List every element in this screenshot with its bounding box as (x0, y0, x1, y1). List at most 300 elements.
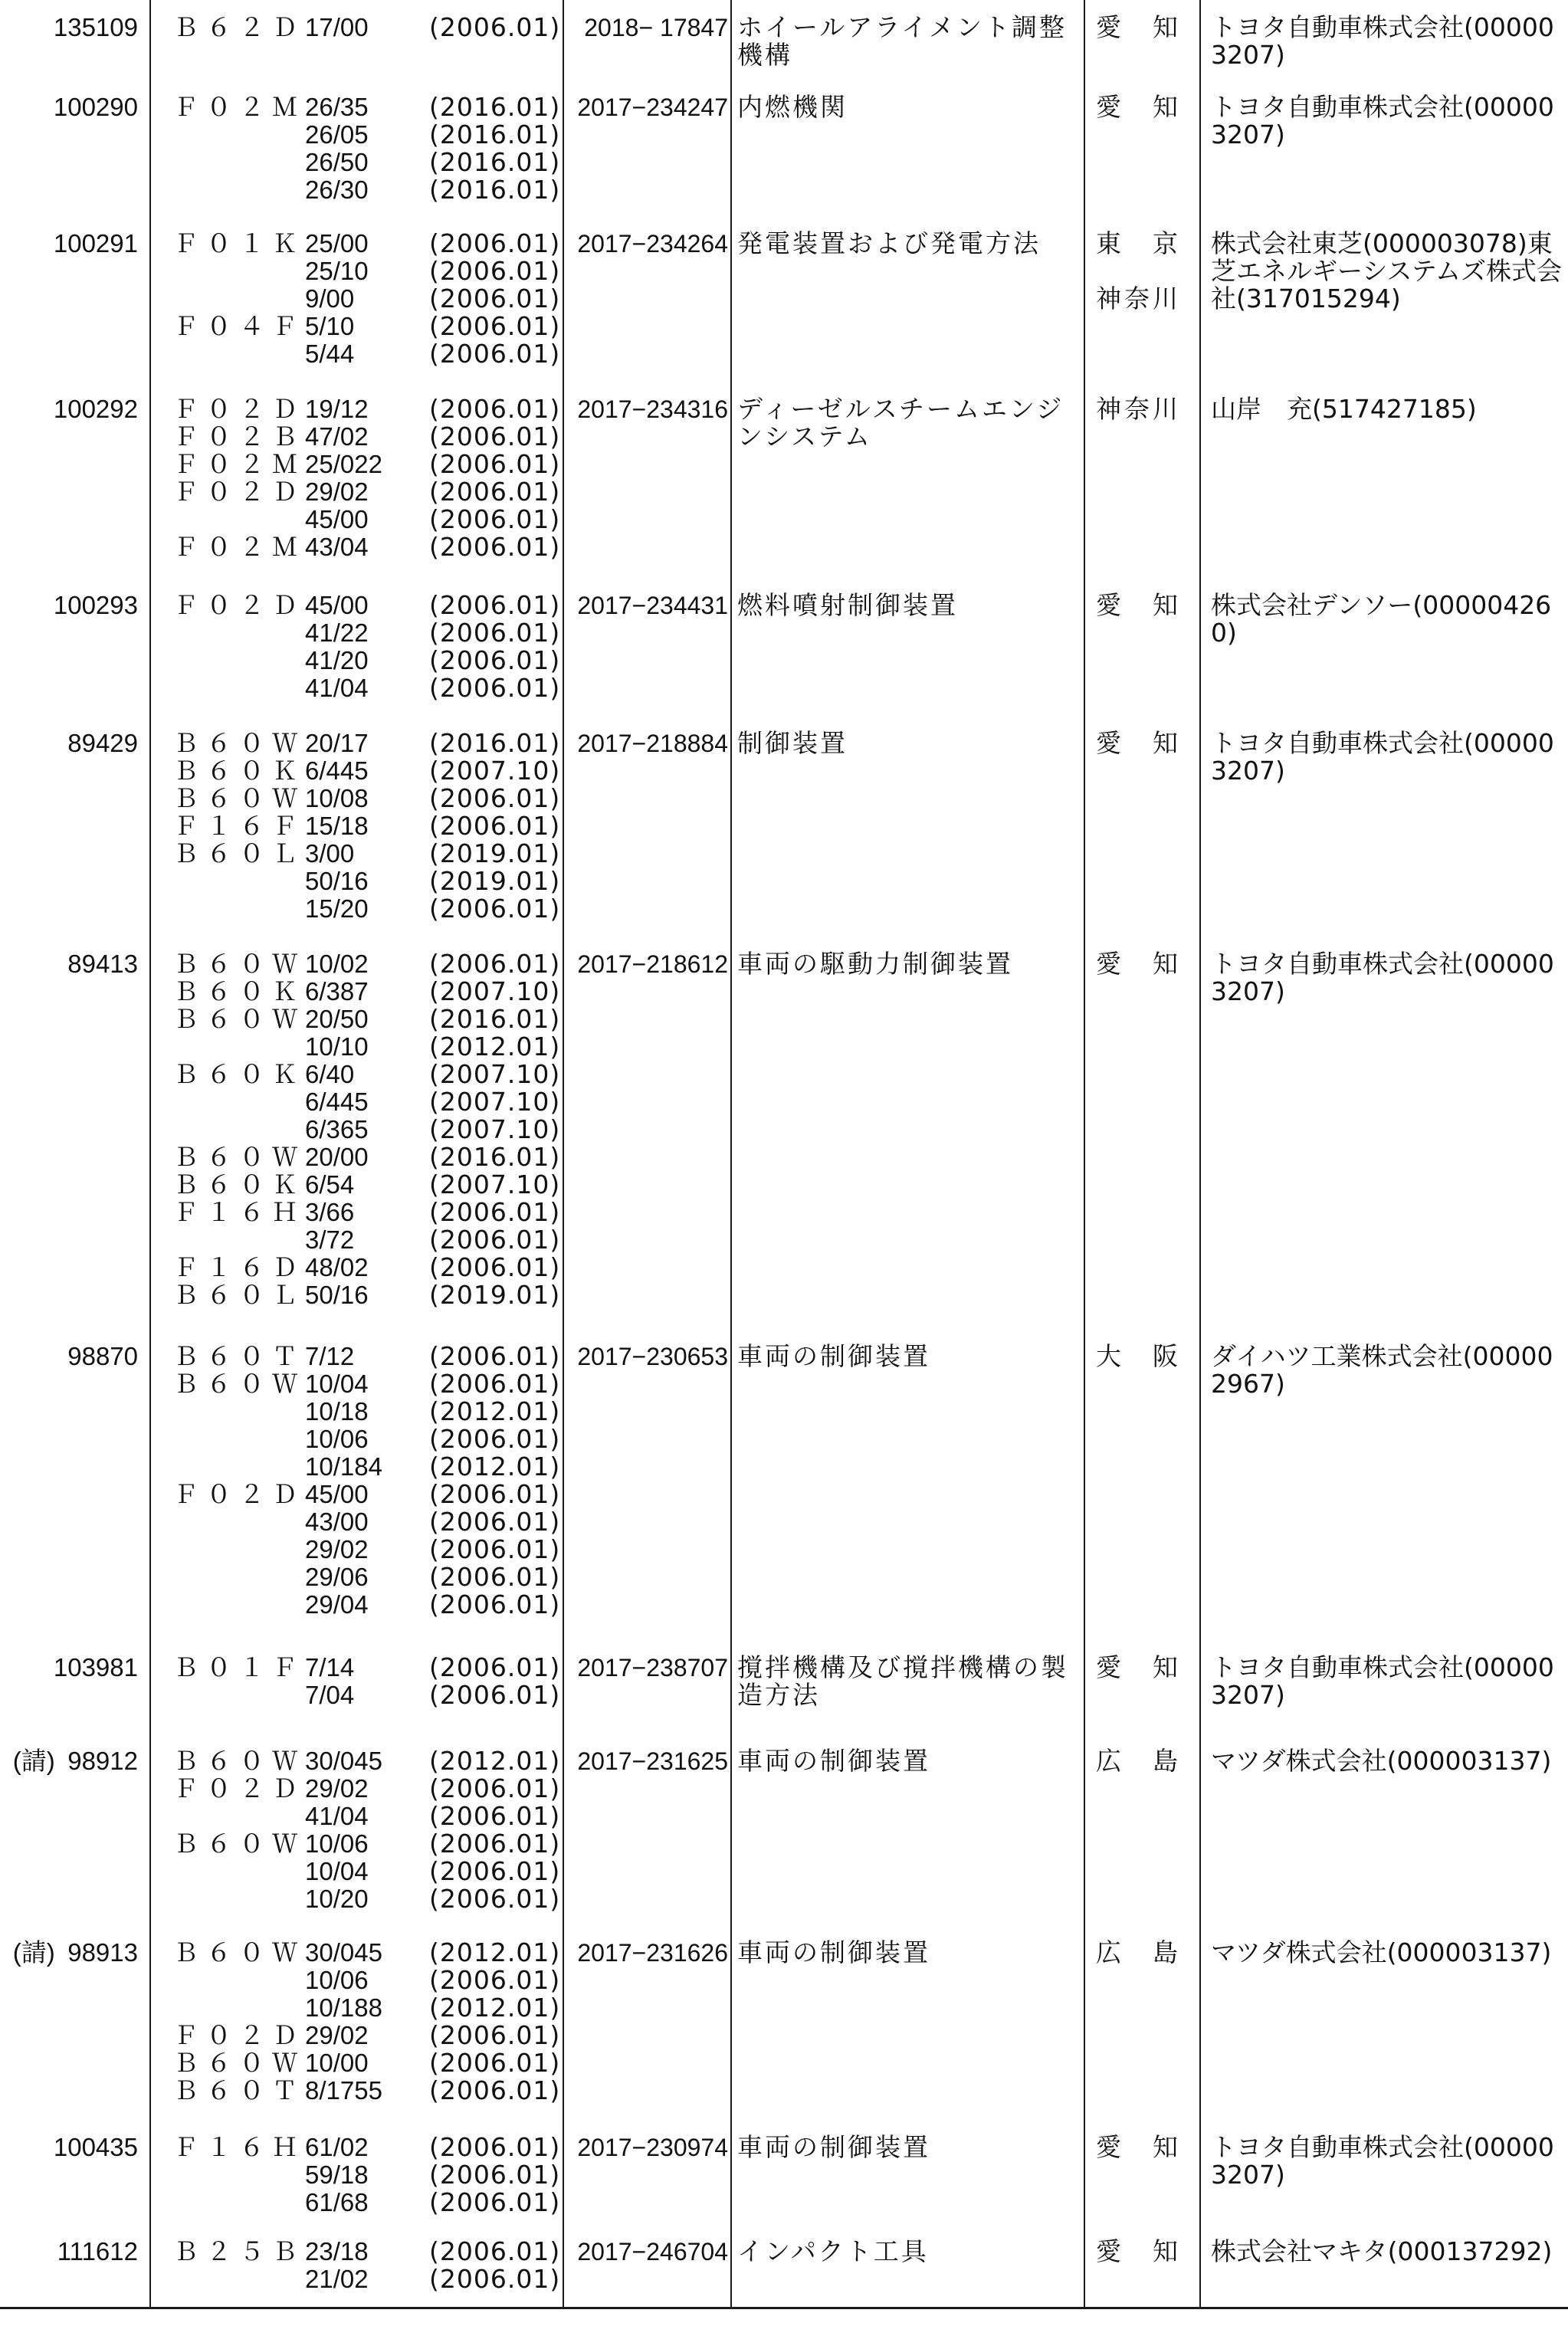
ipc-version-list (429, 1341, 561, 1619)
ipc-version: (2006.01) (429, 811, 561, 841)
applicant: トヨタ自動車株式会社(000003207) (1211, 1652, 1554, 1710)
ipc-class: Ｂ６０Ｋ (173, 976, 305, 1006)
bottom-rule (0, 2307, 1568, 2309)
ipc-version-list (429, 12, 561, 42)
ipc-class: Ｂ６０Ｗ (173, 1142, 305, 1172)
ipc-class (173, 176, 288, 204)
ipc-version: (2006.01) (429, 2264, 561, 2294)
ipc-version: (2006.01) (429, 618, 561, 648)
ipc-group: 10/20 (305, 1885, 369, 1913)
publication-number: 100290 (53, 93, 138, 121)
ipc-group: 41/04 (305, 674, 369, 702)
ipc-version: (2016.01) (429, 728, 561, 758)
ipc-group: 6/445 (305, 1088, 369, 1116)
ipc-class: Ｂ６０Ｋ (173, 1170, 305, 1199)
prefecture: 愛 知 (1096, 728, 1181, 758)
ipc-class: Ｆ０２Ｄ (173, 590, 305, 620)
ipc-class: Ｆ０４Ｆ (173, 311, 305, 341)
ipc-version: (2012.01) (429, 1032, 561, 1061)
ipc-group: 41/20 (305, 646, 369, 674)
prefecture (1096, 258, 1188, 285)
ipc-class: Ｂ６０Ｗ (173, 949, 305, 979)
ipc-group: 10/06 (305, 1829, 369, 1858)
application-number: 2017−246704 (577, 2238, 728, 2265)
ipc-group-list (305, 395, 389, 561)
ipc-version-list (429, 1937, 561, 2105)
ipc-class: Ｆ０２Ｍ (173, 449, 305, 479)
ipc-version: (2006.01) (429, 284, 561, 313)
ipc-class (173, 1453, 288, 1481)
ipc-group: 41/04 (305, 1802, 369, 1830)
ipc-version: (2006.01) (429, 1965, 561, 1995)
applicant: マツダ株式会社(000003137) (1211, 1746, 1552, 1776)
column-divider (1199, 0, 1201, 2308)
ipc-version: (2012.01) (429, 1396, 561, 1426)
invention-title: 車両の制御装置 (737, 2132, 930, 2162)
ipc-group-list (305, 1343, 389, 1619)
ipc-version: (2006.01) (429, 256, 561, 286)
ipc-group: 48/02 (305, 1253, 369, 1281)
ipc-class (173, 647, 288, 674)
ipc-group: 10/10 (305, 1032, 369, 1061)
ipc-version: (2006.01) (429, 1507, 561, 1537)
ipc-version: (2006.01) (429, 783, 561, 813)
application-number: 2017−230974 (577, 2134, 728, 2161)
ipc-group: 26/50 (305, 148, 369, 176)
ipc-class: Ｂ６０Ｗ (173, 1937, 305, 1967)
ipc-version-list (429, 228, 561, 369)
ipc-version: (2007.10) (429, 1087, 561, 1117)
ipc-group-list (305, 1939, 389, 2105)
ipc-group: 6/40 (305, 1060, 355, 1088)
ipc-version: (2019.01) (429, 1280, 561, 1310)
prefecture-list (1096, 2134, 1188, 2161)
ipc-group: 5/44 (305, 340, 355, 368)
ipc-group: 6/387 (305, 977, 369, 1006)
prefecture: 東 京 (1096, 228, 1181, 258)
ipc-version-list (429, 728, 561, 924)
ipc-group: 20/00 (305, 1143, 369, 1171)
ipc-group: 23/18 (305, 2237, 369, 2265)
ipc-group-list (305, 2134, 389, 2216)
ipc-group-list (305, 1747, 389, 1913)
ipc-group: 47/02 (305, 422, 369, 451)
ipc-version-list (429, 1746, 561, 1914)
ipc-version-list (429, 394, 561, 562)
prefecture-list (1096, 230, 1188, 313)
ipc-group: 59/18 (305, 2160, 369, 2189)
ipc-class (173, 895, 288, 923)
application-number: 2018− 17847 (584, 14, 728, 41)
ipc-group: 29/02 (305, 2021, 369, 2049)
ipc-class (173, 506, 288, 533)
ipc-version: (2006.01) (429, 673, 561, 703)
publication-number: 100435 (53, 2133, 138, 2161)
ipc-class: Ｂ６０Ｗ (173, 728, 305, 758)
prefecture: 神奈川 (1096, 284, 1181, 313)
ipc-class: Ｆ０２Ｄ (173, 394, 305, 424)
prefecture-list (1096, 94, 1188, 121)
ipc-version: (2006.01) (429, 1534, 561, 1564)
ipc-group: 10/04 (305, 1857, 369, 1885)
invention-title: 制御装置 (737, 728, 848, 758)
ipc-version: (2006.01) (429, 1341, 561, 1371)
ipc-version: (2006.01) (429, 1801, 561, 1831)
ipc-group: 15/18 (305, 812, 369, 840)
application-number: 2017−234264 (577, 230, 728, 258)
ipc-version: (2016.01) (429, 120, 561, 149)
ipc-class-list (173, 1341, 305, 1619)
column-divider (563, 0, 564, 2308)
ipc-group: 43/00 (305, 1508, 369, 1536)
ipc-class (173, 258, 288, 285)
ipc-group: 19/12 (305, 395, 369, 423)
application-number: 2017−238707 (577, 1654, 728, 1681)
ipc-version: (2007.10) (429, 976, 561, 1006)
ipc-group-list (305, 730, 389, 923)
ipc-version: (2007.10) (429, 1114, 561, 1144)
ipc-version: (2006.01) (429, 1225, 561, 1255)
ipc-class (173, 619, 288, 647)
ipc-version: (2006.01) (429, 1369, 561, 1399)
ipc-class (173, 1803, 288, 1830)
ipc-group: 10/06 (305, 1425, 369, 1453)
ipc-group: 7/14 (305, 1653, 355, 1681)
ipc-class-list (173, 394, 305, 562)
ipc-group: 26/05 (305, 120, 369, 149)
ipc-version: (2016.01) (429, 1142, 561, 1172)
ipc-group: 30/045 (305, 1938, 382, 1967)
ipc-version: (2006.01) (429, 645, 561, 675)
ipc-version-list (429, 2132, 561, 2217)
publication-number: 100292 (53, 395, 138, 423)
column-divider (730, 0, 732, 2308)
application-number: 2017−234431 (577, 592, 728, 619)
application-number: 2017−218884 (577, 730, 728, 757)
publication-number: 89413 (67, 950, 138, 978)
applicant: 株式会社東芝(000003078)東芝エネルギーシステムズ株式会社(317015294) (1211, 228, 1563, 313)
ipc-class: Ｆ０２Ｄ (173, 1773, 305, 1803)
application-number: 2017−234247 (577, 94, 728, 121)
ipc-group: 50/16 (305, 867, 369, 895)
publication-number: 103981 (53, 1653, 138, 1681)
ipc-version: (2006.01) (429, 12, 561, 42)
ipc-class: Ｆ０２Ｄ (173, 1479, 305, 1509)
prefecture-list (1096, 2238, 1188, 2265)
prefecture-list (1096, 592, 1188, 619)
ipc-class-list (173, 228, 305, 368)
ipc-version: (2006.01) (429, 339, 561, 369)
ipc-group-list (305, 592, 389, 702)
ipc-group: 3/66 (305, 1198, 355, 1226)
ipc-group: 61/68 (305, 2188, 369, 2216)
ipc-class: Ｆ１６Ｈ (173, 2132, 305, 2162)
ipc-class (173, 1116, 288, 1143)
ipc-group: 30/045 (305, 1747, 382, 1775)
ipc-class-list (173, 728, 305, 923)
prefecture: 広 島 (1096, 1937, 1181, 1967)
prefecture: 大 阪 (1096, 1341, 1181, 1371)
ipc-class-list (173, 1652, 305, 1709)
invention-title: ホイールアライメント調整機構 (737, 12, 1068, 70)
applicant: ダイハツ工業株式会社(000002967) (1211, 1341, 1553, 1399)
ipc-group: 29/02 (305, 1774, 369, 1803)
applicant: トヨタ自動車株式会社(000003207) (1211, 2132, 1554, 2190)
ipc-class: Ｆ０２Ｍ (173, 532, 305, 562)
ipc-group: 3/00 (305, 839, 355, 868)
ipc-group-list (305, 1654, 389, 1709)
application-number: 2017−231626 (577, 1939, 728, 1967)
invention-title: 車両の制御装置 (737, 1746, 930, 1776)
ipc-version: (2019.01) (429, 866, 561, 896)
ipc-group: 25/00 (305, 229, 369, 258)
prefecture: 愛 知 (1096, 12, 1181, 42)
ipc-group: 29/06 (305, 1563, 369, 1591)
ipc-class: Ｂ６０Ｔ (173, 1341, 305, 1371)
ipc-class: Ｆ１６Ｆ (173, 811, 305, 841)
ipc-class: Ｂ６０Ｔ (173, 2075, 305, 2105)
ipc-class: Ｆ０２Ｄ (173, 2020, 305, 2050)
ipc-class (173, 2161, 288, 2189)
ipc-group: 6/365 (305, 1115, 369, 1143)
ipc-version: (2006.01) (429, 449, 561, 479)
ipc-group: 45/00 (305, 505, 369, 533)
ipc-version: (2016.01) (429, 175, 561, 205)
ipc-version: (2006.01) (429, 1197, 561, 1227)
ipc-version: (2007.10) (429, 756, 561, 786)
prefecture-list (1096, 395, 1188, 423)
prefecture-list (1096, 14, 1188, 41)
ipc-group: 29/02 (305, 477, 369, 506)
ipc-version: (2019.01) (429, 838, 561, 868)
invention-title: 車両の制御装置 (737, 1341, 930, 1371)
ipc-group: 10/02 (305, 950, 369, 978)
ipc-group: 5/10 (305, 312, 355, 340)
ipc-group: 6/54 (305, 1170, 355, 1199)
ipc-class (173, 1088, 288, 1116)
ipc-version: (2006.01) (429, 2020, 561, 2050)
ipc-group-list (305, 950, 389, 1309)
ipc-version-list (429, 590, 561, 703)
ipc-class: Ｂ２５Ｂ (173, 2236, 305, 2266)
prefecture-list (1096, 950, 1188, 978)
ipc-group-list (305, 14, 389, 41)
ipc-class: Ｆ０２Ｍ (173, 92, 305, 122)
ipc-group: 20/50 (305, 1005, 369, 1033)
ipc-group: 7/12 (305, 1342, 355, 1370)
ipc-version: (2006.01) (429, 949, 561, 979)
ipc-class: Ｂ０１Ｆ (173, 1652, 305, 1682)
ipc-version-list (429, 92, 561, 205)
ipc-version: (2016.01) (429, 147, 561, 177)
application-number: 2017−230653 (577, 1343, 728, 1370)
ipc-version: (2006.01) (429, 228, 561, 258)
applicant: トヨタ自動車株式会社(000003207) (1211, 92, 1554, 149)
prefecture-list (1096, 1654, 1188, 1681)
invention-title: 発電装置および発電方法 (737, 228, 1041, 258)
ipc-class (173, 1858, 288, 1885)
ipc-version-list (429, 949, 561, 1310)
ipc-class-list (173, 2132, 305, 2216)
ipc-class (173, 1033, 288, 1061)
publication-number: 111612 (57, 2237, 138, 2265)
invention-title: ディーゼルスチームエンジンシステム (737, 394, 1064, 451)
prefecture: 愛 知 (1096, 1652, 1181, 1682)
ipc-group: 10/04 (305, 1370, 369, 1398)
ipc-group: 21/02 (305, 2265, 369, 2293)
ipc-version: (2012.01) (429, 1746, 561, 1776)
ipc-version-list (429, 1652, 561, 1710)
ipc-class (173, 868, 288, 895)
prefecture-list (1096, 1343, 1188, 1370)
application-number: 2017−218612 (577, 950, 728, 978)
ipc-group-list (305, 2238, 389, 2293)
ipc-group: 25/022 (305, 450, 382, 478)
ipc-class (173, 1398, 288, 1426)
publication-number: 89429 (67, 729, 138, 757)
ipc-version: (2006.01) (429, 394, 561, 424)
ipc-class (173, 674, 288, 702)
application-number: 2017−231625 (577, 1747, 728, 1775)
ipc-class (173, 121, 288, 149)
ipc-group: 20/17 (305, 729, 369, 757)
prefecture: 神奈川 (1096, 394, 1181, 424)
ipc-version: (2006.01) (429, 1856, 561, 1886)
ipc-group: 26/30 (305, 176, 369, 204)
prefecture: 愛 知 (1096, 590, 1181, 620)
invention-title: 内燃機関 (737, 92, 848, 122)
ipc-group: 10/184 (305, 1452, 382, 1481)
prefecture: 愛 知 (1096, 949, 1181, 979)
invention-title: 車両の駆動力制御装置 (737, 949, 1013, 979)
ipc-version: (2006.01) (429, 2075, 561, 2105)
applicant: トヨタ自動車株式会社(000003207) (1211, 949, 1554, 1006)
ipc-class: Ｂ６０Ｌ (173, 838, 305, 868)
ipc-group-list (305, 230, 389, 368)
ipc-class (173, 1536, 288, 1563)
ipc-class (173, 2189, 288, 2216)
ipc-version: (2006.01) (429, 2236, 561, 2266)
ipc-class: Ｆ０２Ｄ (173, 477, 305, 507)
ipc-version: (2006.01) (429, 590, 561, 620)
ipc-group: 29/04 (305, 1590, 369, 1619)
ipc-version: (2006.01) (429, 894, 561, 924)
ipc-class (173, 1226, 288, 1254)
invention-title: 撹拌機構及び撹拌機構の製造方法 (737, 1652, 1068, 1710)
ipc-group: 6/445 (305, 756, 369, 785)
ipc-version: (2006.01) (429, 1680, 561, 1710)
ipc-class (173, 1967, 288, 1994)
ipc-group: 25/10 (305, 257, 369, 285)
ipc-class: Ｂ６０Ｌ (173, 1280, 305, 1310)
ipc-version: (2016.01) (429, 92, 561, 122)
ipc-group: 29/02 (305, 1535, 369, 1563)
ipc-version: (2006.01) (429, 2132, 561, 2162)
ipc-class (173, 1994, 288, 2022)
prefecture: 広 島 (1096, 1746, 1181, 1776)
application-number: 2017−234316 (577, 395, 728, 423)
ipc-version: (2006.01) (429, 1652, 561, 1682)
ipc-version: (2012.01) (429, 1937, 561, 1967)
ipc-class (173, 1885, 288, 1913)
ipc-group: 43/04 (305, 533, 369, 561)
ipc-class (173, 285, 288, 313)
ipc-version: (2006.01) (429, 504, 561, 534)
prefecture: 愛 知 (1096, 2132, 1181, 2162)
publication-number: 100291 (53, 229, 138, 258)
ipc-group: 41/22 (305, 618, 369, 647)
ipc-group: 10/08 (305, 784, 369, 812)
ipc-version: (2006.01) (429, 2160, 561, 2190)
invention-title: インパクト工具 (737, 2236, 929, 2266)
ipc-version: (2006.01) (429, 477, 561, 507)
publication-number: 135109 (53, 13, 138, 41)
publication-number: 100293 (53, 591, 138, 619)
ipc-class: Ｆ０１Ｋ (173, 228, 305, 258)
ipc-version: (2012.01) (429, 1452, 561, 1481)
prefecture-list (1096, 1939, 1188, 1967)
ipc-group: 8/1755 (305, 2076, 382, 2105)
ipc-class: Ｂ６０Ｗ (173, 1829, 305, 1859)
ipc-class-list (173, 1746, 305, 1913)
ipc-class-list (173, 590, 305, 702)
ipc-group: 61/02 (305, 2133, 369, 2161)
ipc-group-list (305, 94, 389, 204)
ipc-group: 10/188 (305, 1993, 382, 2022)
prefecture: 愛 知 (1096, 92, 1181, 122)
ipc-class: Ｆ１６Ｈ (173, 1197, 305, 1227)
ipc-group: 45/00 (305, 591, 369, 619)
ipc-version: (2007.10) (429, 1059, 561, 1089)
ipc-group: 17/00 (305, 13, 369, 41)
ipc-class (173, 2265, 288, 2293)
ipc-class: Ｂ６０Ｋ (173, 756, 305, 786)
applicant: 株式会社デンソー(000004260) (1211, 590, 1552, 648)
column-divider (1084, 0, 1085, 2308)
prefecture-list (1096, 1747, 1188, 1775)
ipc-version: (2006.01) (429, 532, 561, 562)
ipc-class: Ｂ６２Ｄ (173, 12, 305, 42)
ipc-version: (2006.01) (429, 2187, 561, 2217)
ipc-group: 3/72 (305, 1225, 355, 1254)
ipc-version: (2006.01) (429, 311, 561, 341)
ipc-class-list (173, 12, 305, 42)
ipc-class: Ｂ６０Ｋ (173, 1059, 305, 1089)
ipc-version: (2006.01) (429, 1252, 561, 1282)
ipc-group: 10/00 (305, 2049, 369, 2077)
invention-title: 燃料噴射制御装置 (737, 590, 958, 620)
invention-title: 車両の制御装置 (737, 1937, 930, 1967)
ipc-version: (2012.01) (429, 1993, 561, 2023)
ipc-version: (2006.01) (429, 1829, 561, 1859)
ipc-version: (2006.01) (429, 1884, 561, 1914)
ipc-class: Ｆ０２Ｂ (173, 422, 305, 451)
applicant: マツダ株式会社(000003137) (1211, 1937, 1552, 1967)
ipc-class (173, 1426, 288, 1453)
ipc-group: 15/20 (305, 894, 369, 923)
ipc-version: (2006.01) (429, 422, 561, 451)
ipc-version: (2006.01) (429, 1773, 561, 1803)
ipc-version: (2016.01) (429, 1004, 561, 1034)
ipc-version: (2006.01) (429, 1479, 561, 1509)
publication-number: (請) 98913 (12, 1938, 138, 1967)
publication-number: 98870 (67, 1342, 138, 1370)
ipc-class-list (173, 92, 305, 204)
ipc-class (173, 1563, 288, 1591)
ipc-class-list (173, 949, 305, 1310)
ipc-class: Ｂ６０Ｗ (173, 1004, 305, 1034)
ipc-class (173, 1681, 288, 1709)
